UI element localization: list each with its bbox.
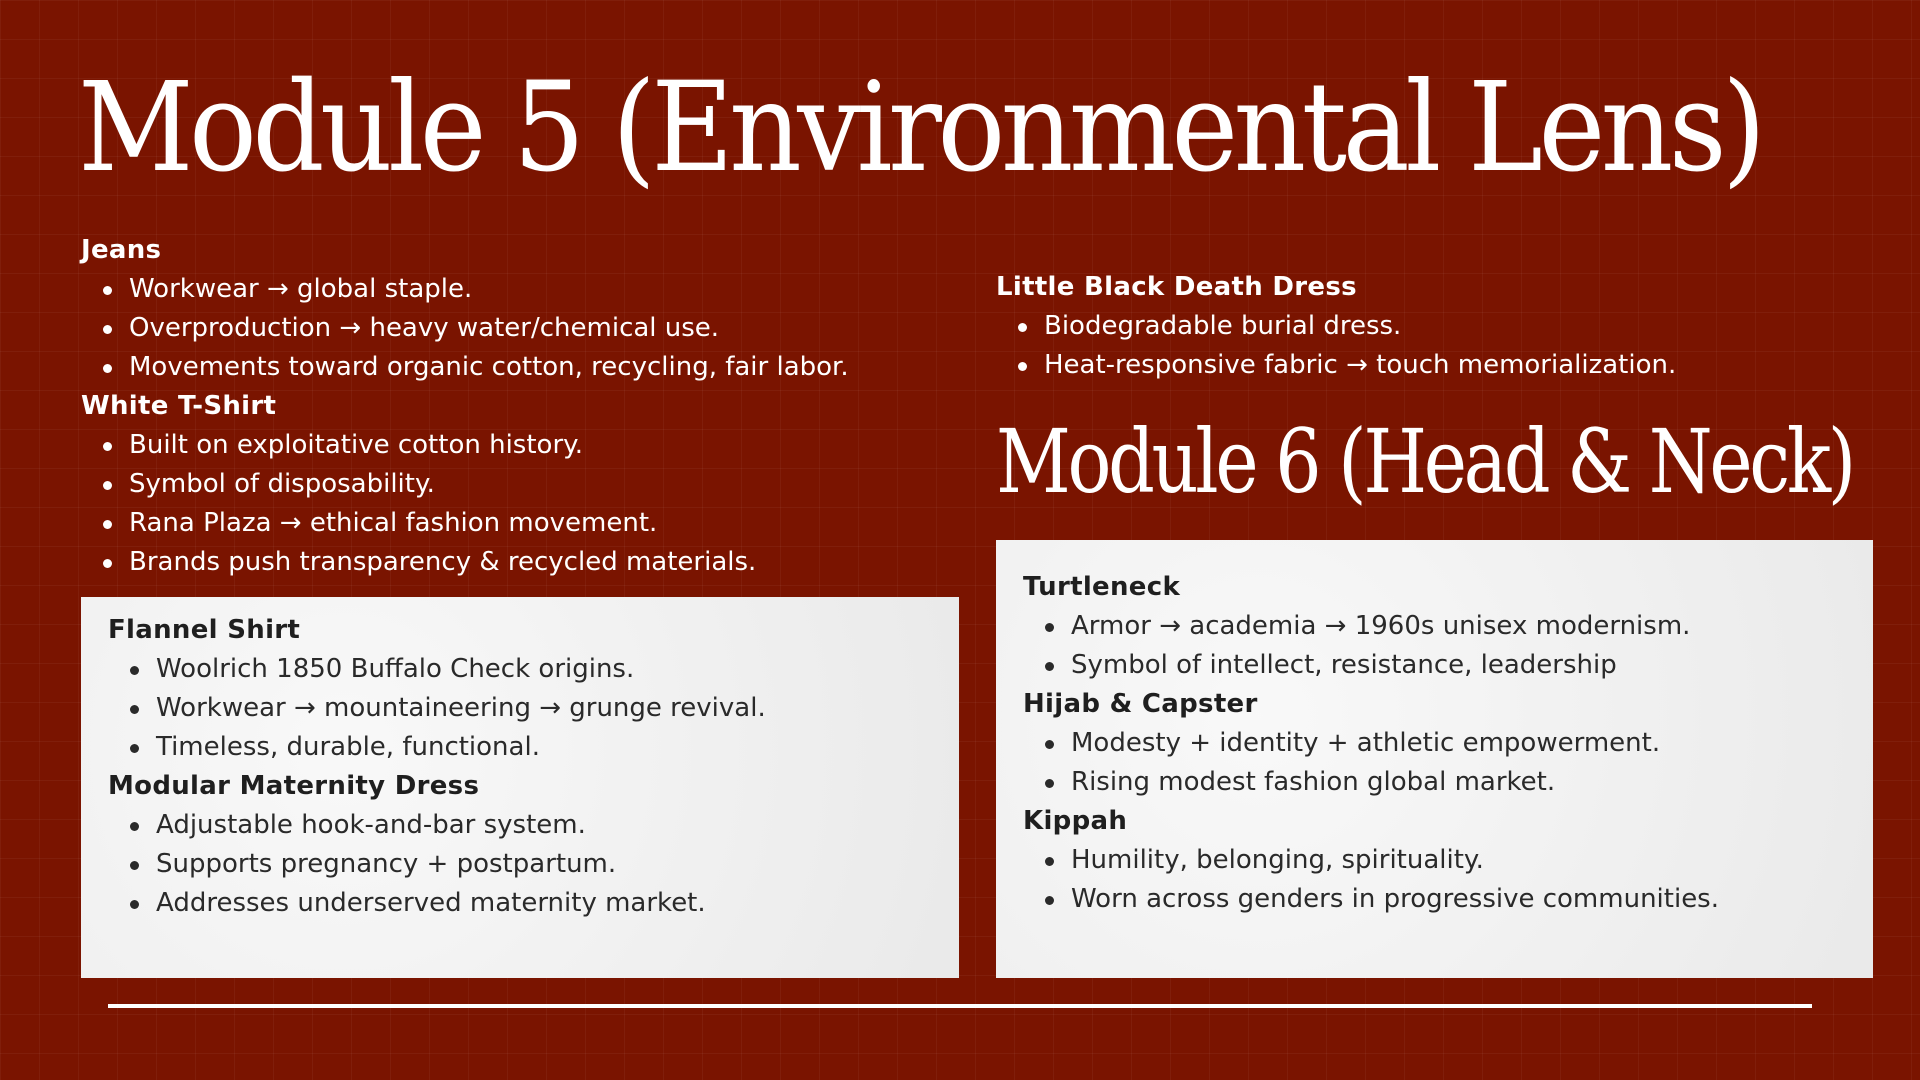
list-item: Workwear → mountaineering → grunge revival. [108,689,766,728]
list-item: Humility, belonging, spirituality. [1023,841,1719,880]
module-6-paper-card [996,540,1873,978]
list-item: Symbol of disposability. [81,465,849,504]
list-item: Workwear → global staple. [81,270,849,309]
list-item: Biodegradable burial dress. [996,307,1676,346]
list-item: Brands push transparency & recycled materials. [81,543,849,582]
card-content [108,611,766,923]
list-item: Timeless, durable, functional. [108,728,766,767]
list-item: Supports pregnancy + postpartum. [108,845,766,884]
section-heading-little-black-death-dress: Little Black Death Dress [996,272,1357,302]
kippah-bullet-list [1023,841,1719,919]
little-black-death-dress-bullet-list [996,307,1676,385]
section-heading-hijab-capster: Hijab & Capster [1023,689,1258,719]
card-content [1023,568,1719,919]
list-item: Addresses underserved maternity market. [108,884,766,923]
list-item: Rana Plaza → ethical fashion movement. [81,504,849,543]
list-item: Adjustable hook-and-bar system. [108,806,766,845]
list-item: Armor → academia → 1960s unisex modernism. [1023,607,1719,646]
section-heading-maternity-dress: Modular Maternity Dress [108,771,480,801]
section-heading-white-tshirt: White T-Shirt [81,391,277,421]
flannel-shirt-bullet-list [108,650,766,767]
list-item: Overproduction → heavy water/chemical use. [81,309,849,348]
module-6-title: Module 6 (Head & Neck) [996,410,1853,513]
list-item: Worn across genders in progressive communities. [1023,880,1719,919]
module-5-title: Module 5 (Environmental Lens) [78,56,1762,200]
little-black-death-dress-section [996,268,1676,385]
section-heading-kippah: Kippah [1023,806,1128,836]
jeans-bullet-list [81,270,849,387]
list-item: Modesty + identity + athletic empowerment. [1023,724,1719,763]
module-5-left-column [81,231,849,582]
section-heading-flannel-shirt: Flannel Shirt [108,615,301,645]
hijab-capster-bullet-list [1023,724,1719,802]
section-heading-jeans: Jeans [81,235,162,265]
module-5-paper-card [81,597,959,978]
list-item: Rising modest fashion global market. [1023,763,1719,802]
white-tshirt-bullet-list [81,426,849,582]
section-heading-turtleneck: Turtleneck [1023,572,1181,602]
list-item: Heat-responsive fabric → touch memorialization. [996,346,1676,385]
list-item: Built on exploitative cotton history. [81,426,849,465]
list-item: Woolrich 1850 Buffalo Check origins. [108,650,766,689]
list-item: Movements toward organic cotton, recycling, fair labor. [81,348,849,387]
bottom-divider [108,1004,1812,1008]
list-item: Symbol of intellect, resistance, leadership [1023,646,1719,685]
turtleneck-bullet-list [1023,607,1719,685]
maternity-dress-bullet-list [108,806,766,923]
